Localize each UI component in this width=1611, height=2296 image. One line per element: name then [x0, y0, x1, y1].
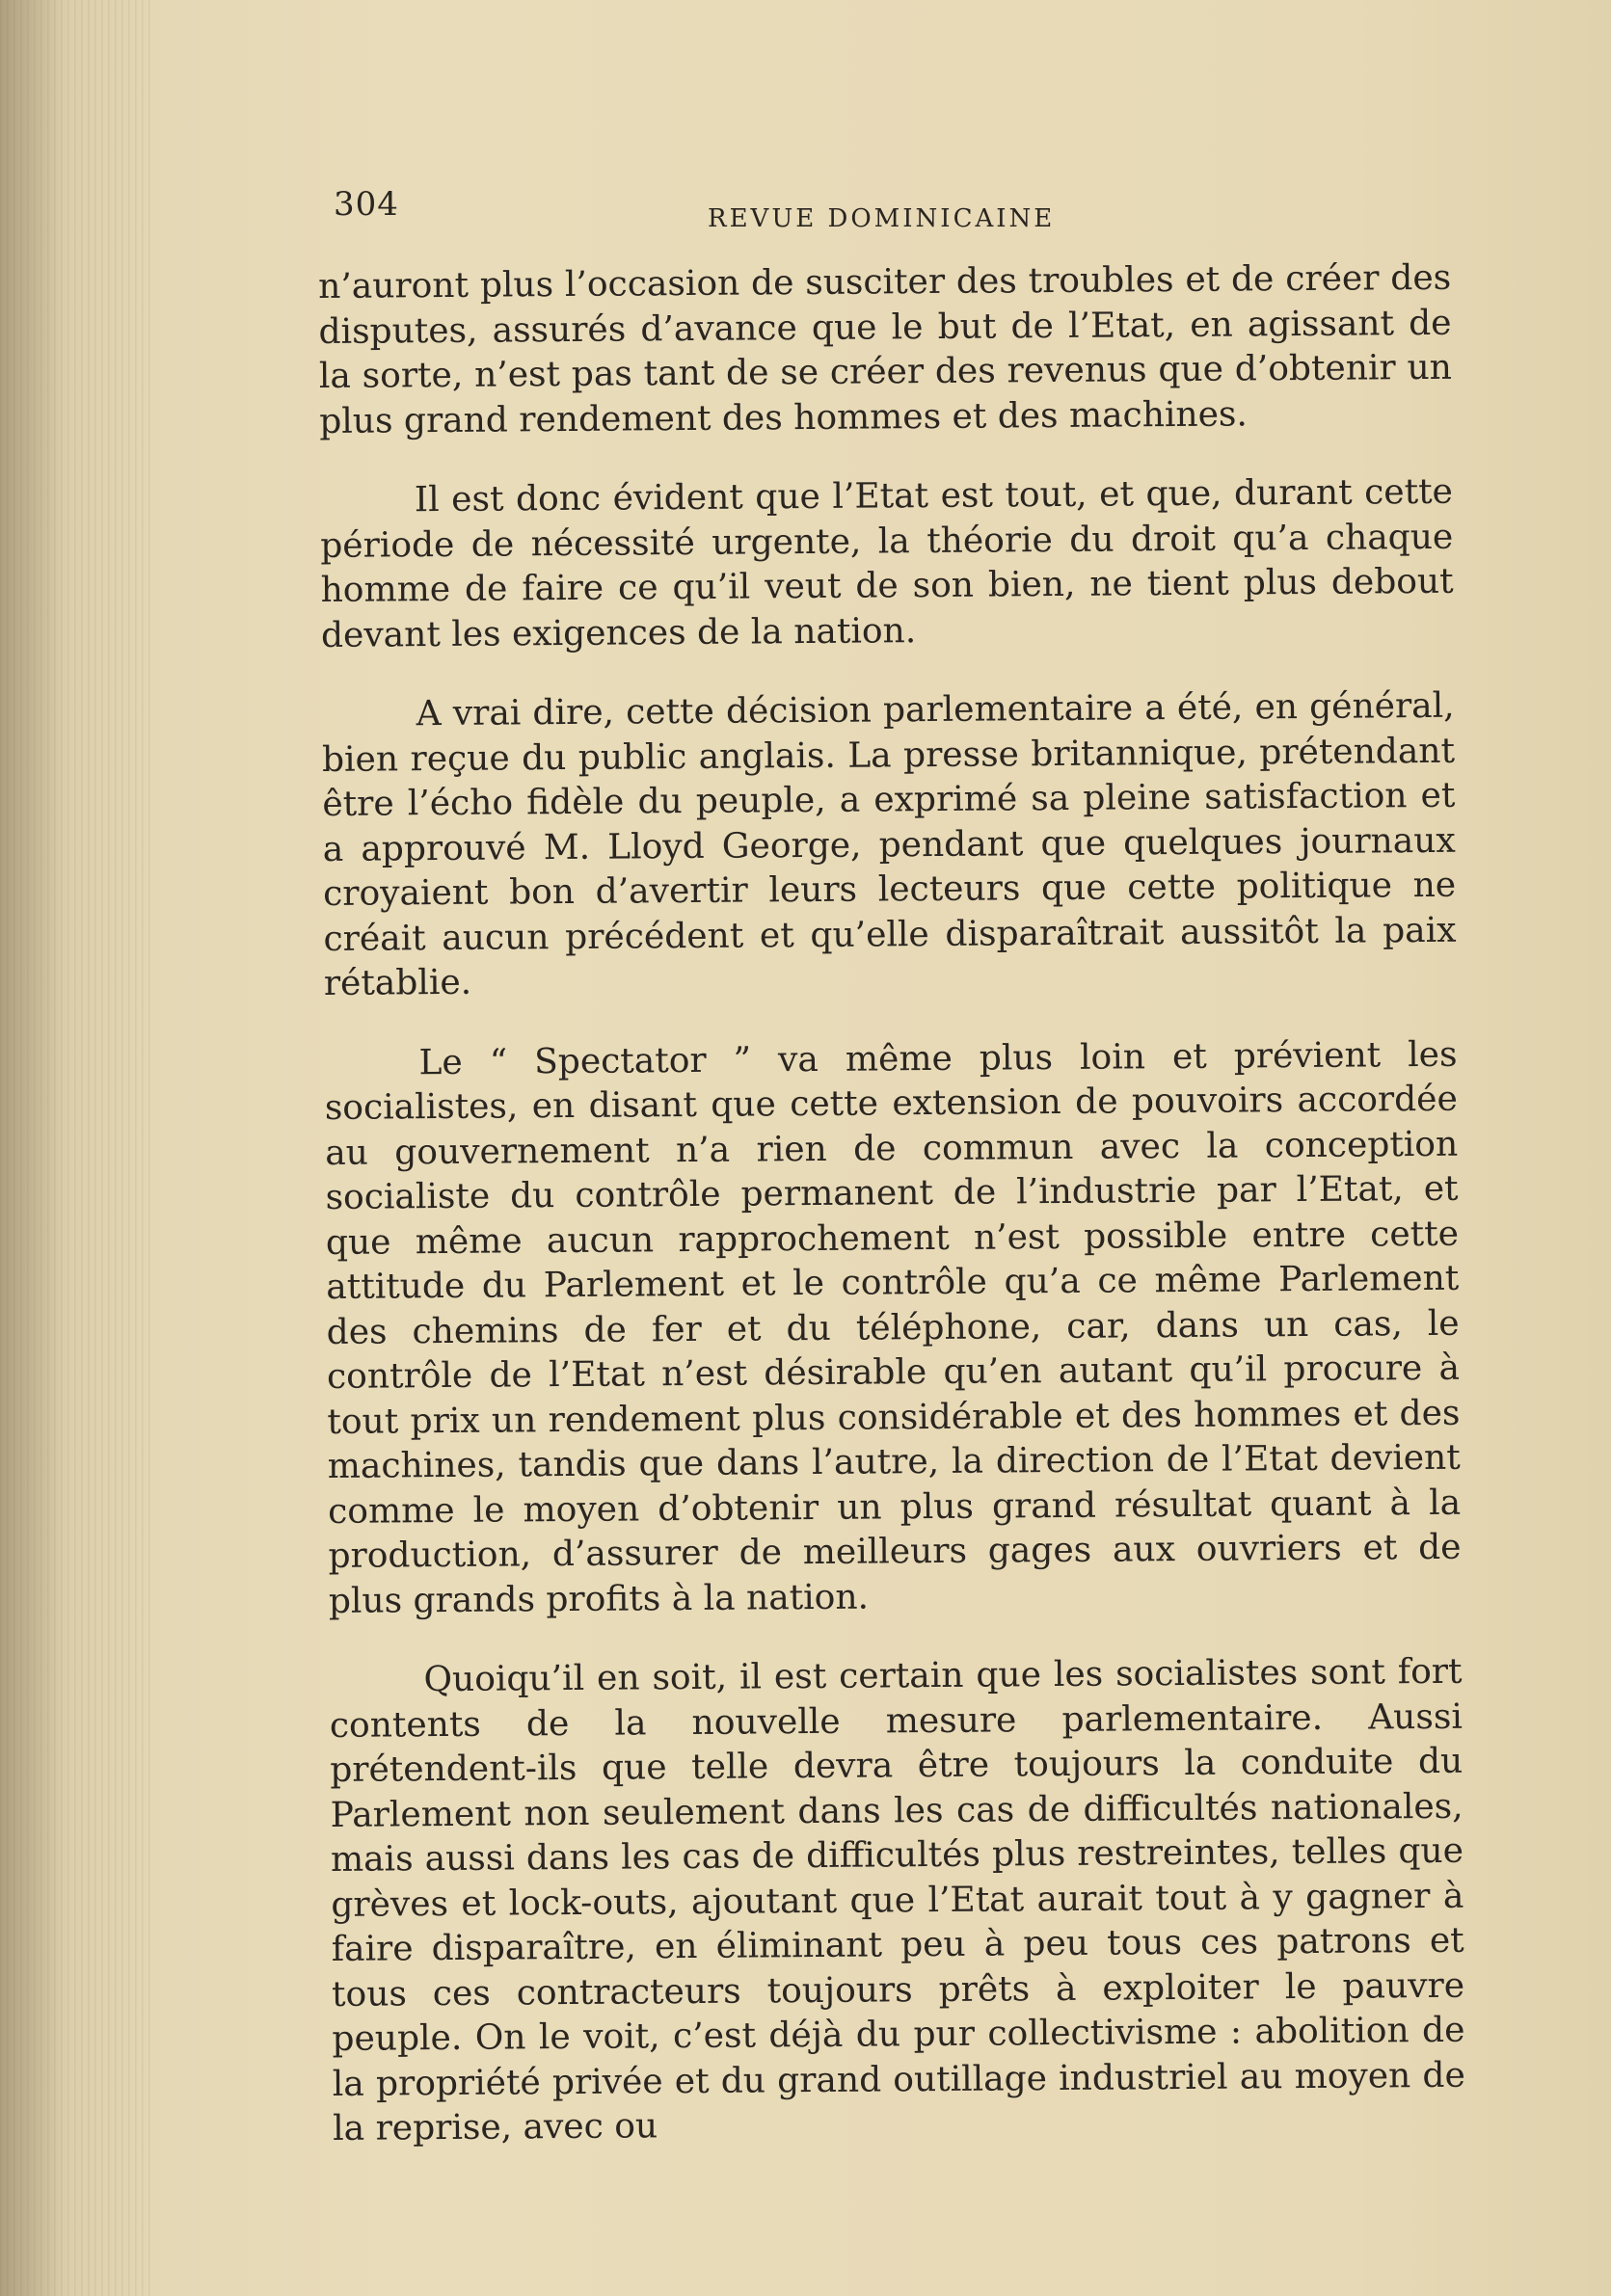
- page-number: 304: [334, 185, 399, 224]
- running-title: REVUE DOMINICAINE: [708, 204, 1056, 233]
- paragraph: Il est donc évident que l’Etat est tout, et que, durant cette période de nécessité urgente, la théorie du droit qu’a chaque homme de faire ce qu’il veut de son bien, ne tient plus debout devant les exigences de la nation.: [320, 471, 1454, 655]
- paragraph: A vrai dire, cette décision parlementaire a été, en général, bien reçue du public anglais. La presse britannique, prétendant être l’écho fidèle du peuple, a exprimé sa pleine satisfaction et a approuvé M. Lloyd George, pendant que quelques journaux croyaient bon d’avertir leurs lecteurs que cette politique ne créait aucun précédent et qu’elle disparaîtrait aussitôt la paix rétablie.: [321, 685, 1457, 1003]
- body-text: [318, 256, 1465, 2152]
- binding-shadow: [0, 0, 67, 2296]
- page-header: [334, 185, 1442, 243]
- paragraph: Quoiqu’il en soit, il est certain que les socialistes sont fort contents de la nouvelle mesure parlementaire. Aussi prétendent-ils que telle devra être toujours la conduite du Parlement non seulement dans les cas de difficultés nationales, mais aussi dans les cas de difficultés plus restreintes, telles que grèves et lock-outs, ajoutant que l’Etat aurait tout à y gagner à faire disparaître, en éliminant peu à peu tous ces patrons et tous ces contracteurs toujours prêts à exploiter le pauvre peuple. On le voit, c’est déjà du pur collectivisme : abolition de la propriété privée et du grand outillage industriel au moyen de la reprise, avec ou: [329, 1651, 1465, 2149]
- paragraph: Le “ Spectator ” va même plus loin et prévient les socialistes, en disant que cette extension de pouvoirs accordée au gouvernement n’a rien de commun avec la conception socialiste du contrôle permanent de l’industrie par l’Etat, et que même aucun rapprochement n’est possible entre cette attitude du Parlement et le contrôle qu’a ce même Parlement des chemins de fer et du téléphone, car, dans un cas, le contrôle de l’Etat n’est désirable qu’en autant qu’il procure à tout prix un rendement plus considérable et des hommes et des machines, tandis que dans l’autre, la direction de l’Etat devient comme le moyen d’obtenir un plus grand résultat quant à la production, d’assurer de meilleurs gages aux ouvriers et de plus grands profits à la nation.: [324, 1034, 1462, 1621]
- paragraph: n’auront plus l’occasion de susciter des troubles et de créer des disputes, assurés d’avance que le but de l’Etat, en agissant de la sorte, n’est pas tant de se créer des revenus que d’obtenir un plus grand rendement des hommes et des machines.: [318, 257, 1453, 441]
